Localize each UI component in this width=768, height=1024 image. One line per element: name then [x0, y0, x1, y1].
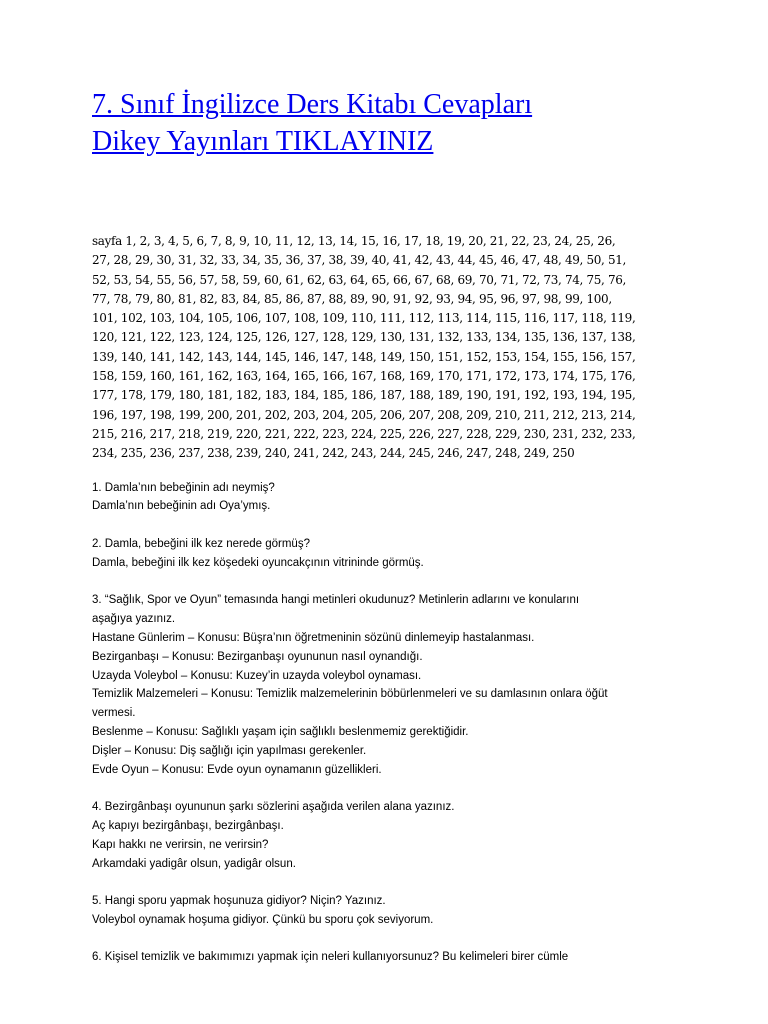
page-list-line: 215, 216, 217, 218, 219, 220, 221, 222, 223, 224, 225, 226, 227, 228, 229, 230, 231, 232, 233, [92, 426, 636, 441]
page-list-line: 139, 140, 141, 142, 143, 144, 145, 146, 147, 148, 149, 150, 151, 152, 153, 154, 155, 156, 157, [92, 349, 636, 364]
qa-item-3 [92, 591, 692, 779]
page-list-line: 177, 178, 179, 180, 181, 182, 183, 184, 185, 186, 187, 188, 189, 190, 191, 192, 193, 194, 195, [92, 388, 636, 403]
answer: Arkamdaki yadigâr olsun, yadigâr olsun. [92, 857, 296, 870]
question: 2. Damla, bebeğini ilk kez nerede görmüş? [92, 537, 310, 550]
page-list-line: 158, 159, 160, 161, 162, 163, 164, 165, 166, 167, 168, 169, 170, 171, 172, 173, 174, 175, 176, [92, 369, 636, 384]
answer: Voleybol oynamak hoşuma gidiyor. Çünkü bu sporu çok seviyorum. [92, 913, 434, 926]
qa-item-1 [92, 479, 692, 517]
answer-continued: vermesi. [92, 707, 136, 720]
page-list-line: sayfa 1, 2, 3, 4, 5, 6, 7, 8, 9, 10, 11, 12, 13, 14, 15, 16, 17, 18, 19, 20, 21, 22, 23, 24, 25, 26, [92, 234, 616, 248]
title-line-2: Dikey Yayınları TIKLAYINIZ [92, 126, 434, 157]
answer: Temizlik Malzemeleri – Konusu: Temizlik malzemelerinin böbürlenmeleri ve su damlasının onlara öğüt [92, 688, 608, 701]
title-link[interactable] [92, 86, 692, 160]
page-list-line: 101, 102, 103, 104, 105, 106, 107, 108, 109, 110, 111, 112, 113, 114, 115, 116, 117, 118, 119, [92, 311, 636, 326]
page-list-line: 196, 197, 198, 199, 200, 201, 202, 203, 204, 205, 206, 207, 208, 209, 210, 211, 212, 213, 214, [92, 407, 636, 422]
question: 5. Hangi sporu yapmak hoşunuza gidiyor? Niçin? Yazınız. [92, 895, 386, 908]
page-list-line: 27, 28, 29, 30, 31, 32, 33, 34, 35, 36, 37, 38, 39, 40, 41, 42, 43, 44, 45, 46, 47, 48, 49, 50, 51, [92, 253, 626, 268]
answer: Kapı hakkı ne verirsin, ne verirsin? [92, 838, 269, 851]
answer: Damla, bebeğini ilk kez köşedeki oyuncakçının vitrininde görmüş. [92, 556, 424, 569]
question: 1. Damla’nın bebeğinin adı neymiş? [92, 481, 275, 494]
page-list-line: 234, 235, 236, 237, 238, 239, 240, 241, 242, 243, 244, 245, 246, 247, 248, 249, 250 [92, 446, 575, 461]
qa-item-4 [92, 798, 692, 873]
document-page [92, 86, 692, 986]
question: 4. Bezirgânbaşı oyununun şarkı sözlerini aşağıda verilen alana yazınız. [92, 801, 455, 814]
qa-item-2 [92, 535, 692, 573]
answer: Uzayda Voleybol – Konusu: Kuzey’in uzayda voleybol oynaması. [92, 669, 422, 682]
answer: Aç kapıyı bezirgânbaşı, bezirgânbaşı. [92, 819, 284, 832]
page-list-line: 120, 121, 122, 123, 124, 125, 126, 127, 128, 129, 130, 131, 132, 133, 134, 135, 136, 137, 138, [92, 330, 636, 345]
question: 6. Kişisel temizlik ve bakımımızı yapmak için neleri kullanıyorsunuz? Bu kelimeleri birer cümle [92, 951, 569, 964]
qa-item-5 [92, 892, 692, 930]
qa-section [92, 479, 692, 968]
page-list-line: 52, 53, 54, 55, 56, 57, 58, 59, 60, 61, 62, 63, 64, 65, 66, 67, 68, 69, 70, 71, 72, 73, 74, 75, 76, [92, 272, 626, 287]
page-list-line: 77, 78, 79, 80, 81, 82, 83, 84, 85, 86, 87, 88, 89, 90, 91, 92, 93, 94, 95, 96, 97, 98, 99, 100, [92, 291, 612, 306]
answer: Evde Oyun – Konusu: Evde oyun oynamanın güzellikleri. [92, 763, 382, 776]
qa-item-6 [92, 948, 692, 967]
answer: Hastane Günlerim – Konusu: Büşra’nın öğretmeninin sözünü dinlemeyip hastalanması. [92, 631, 535, 644]
answer: Beslenme – Konusu: Sağlıklı yaşam için sağlıklı beslenmemiz gerektiğidir. [92, 725, 469, 738]
page-list [92, 232, 692, 464]
title-line-1: 7. Sınıf İngilizce Ders Kitabı Cevapları [92, 89, 533, 120]
answer: Damla’nın bebeğinin adı Oya’ymış. [92, 500, 271, 513]
question: 3. “Sağlık, Spor ve Oyun” temasında hangi metinleri okudunuz? Metinlerin adlarını ve konularını [92, 594, 580, 607]
answer: Dişler – Konusu: Diş sağlığı için yapılması gerekenler. [92, 744, 367, 757]
answer: Bezirganbaşı – Konusu: Bezirganbaşı oyununun nasıl oynandığı. [92, 650, 423, 663]
question-continued: aşağıya yazınız. [92, 613, 176, 626]
